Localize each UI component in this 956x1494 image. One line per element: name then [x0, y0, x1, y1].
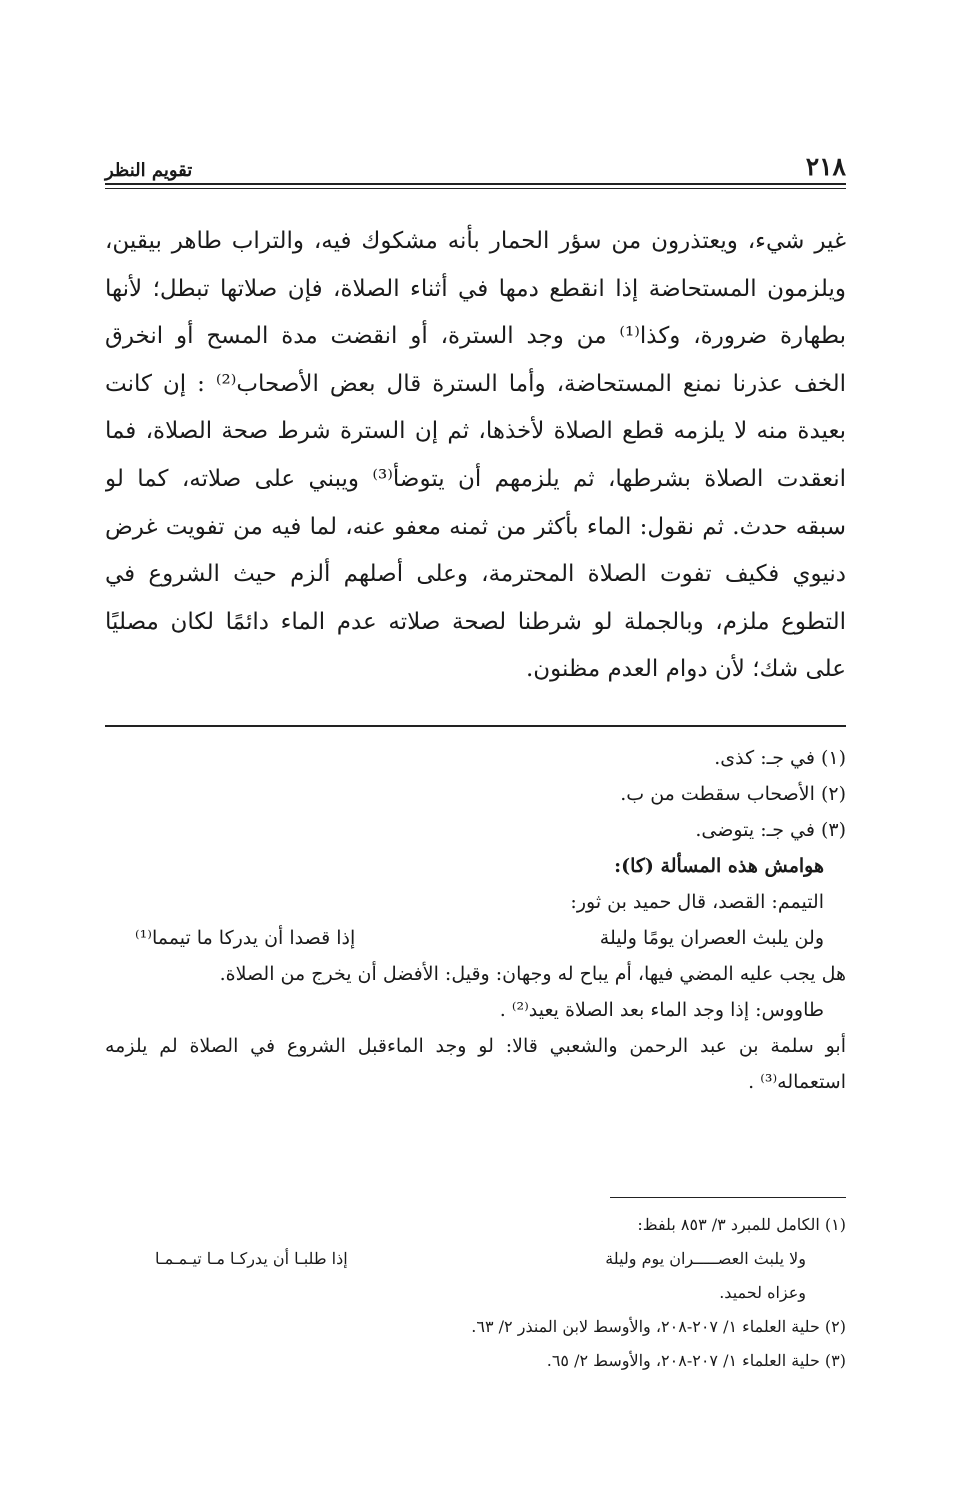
- sub-footnotes: [105, 1208, 846, 1378]
- main-text: [105, 218, 846, 694]
- verse-hemistich-left: إذا طلبـا أن يدركـا مـا تيـمـمـا: [155, 1249, 348, 1268]
- running-title: تقويم النظر: [105, 160, 193, 181]
- page-header: [105, 145, 846, 181]
- header-rule-thin: [105, 188, 846, 189]
- verse-hemistich-left: إذا قصدا أن يدركا ما تيمما⁽¹⁾: [135, 927, 356, 949]
- margin-note: التيمم: القصد، قال حميد بن ثور:: [570, 891, 824, 913]
- sub-footnote: (٣) حلية العلماء ١/ ٢٠٧-٢٠٨، والأوسط ٢/ ٦٥.: [546, 1351, 846, 1370]
- margin-note: هل يجب عليه المضي فيها، أم يباح له وجهان: وقيل: الأفضل أن يخرج من الصلاة.: [219, 963, 846, 985]
- page-number: ٢١٨: [805, 152, 846, 181]
- margin-note: أبو سلمة بن عبد الرحمن والشعبي قالا: لو وجد الماءقبل الشروع في الصلاة لم يلزمه استعماله⁽³⁾ .: [105, 1035, 846, 1093]
- sub-footnote: وعزاه لحميد.: [719, 1283, 806, 1302]
- text-line: انعقدت الصلاة بشرطها، ثم يلزمهم أن يتوضأ⁽³⁾ ويبني على صلاته، كما لو: [105, 465, 846, 492]
- verse-hemistich-right: ولن يلبث العصران يومًا وليلة: [599, 927, 824, 949]
- text-line: غير شيء، ويعتذرون من سؤر الحمار بأنه مشكوك فيه، والتراب طاهر بيقين،: [105, 228, 846, 254]
- header-rule: [105, 183, 846, 185]
- footnote: (٣) في جـ: يتوضى.: [695, 819, 846, 841]
- margin-notes-heading: هوامش هذه المسألة (كا):: [614, 855, 824, 877]
- text-line: على شك؛ لأن دوام العدم مظنون.: [525, 656, 846, 683]
- footnote: (٢) الأصحاب سقطت من ب.: [620, 783, 846, 805]
- text-line: بعيدة منه لا يلزمه قطع الصلاة لأخذها، ثم إن السترة شرط صحة الصلاة، فما: [105, 418, 846, 445]
- text-line: سبقه حدث. ثم نقول: الماء بأكثر من ثمنه معفو عنه، لما فيه من تفويت غرض: [105, 513, 846, 540]
- poem-verse: [105, 920, 846, 956]
- text-line: دنيوي فكيف تفوت الصلاة المحترمة، وعلى أصلهم ألزم حيث الشروع في: [105, 561, 846, 588]
- footnote-separator: [105, 725, 846, 727]
- sub-footnote: (٢) حلية العلماء ١/ ٢٠٧-٢٠٨، والأوسط لابن المنذر ٢/ ٦٣.: [471, 1317, 846, 1336]
- text-line: الخف عذرنا نمنع المستحاضة، وأما السترة قال بعض الأصحاب⁽²⁾ : إن كانت: [105, 370, 846, 397]
- poem-verse: [105, 1242, 846, 1276]
- text-line: ويلزمون المستحاضة إذا انقطع دمها في أثناء الصلاة، فإن صلاتها تبطل؛ لأنها: [105, 275, 846, 302]
- margin-note: طاووس: إذا وجد الماء بعد الصلاة يعيد⁽²⁾ .: [499, 999, 824, 1021]
- verse-hemistich-right: ولا يلبث العصـــــران يوم وليلة: [605, 1249, 806, 1268]
- footnotes: [105, 740, 846, 1100]
- footnote: (١) في جـ: كذى.: [714, 747, 846, 769]
- sub-footnote: (١) الكامل للمبرد ٣/ ٨٥٣ بلفظ:: [637, 1215, 846, 1234]
- text-line: بطهارة ضرورة، وكذا⁽¹⁾ من وجد السترة، أو انقضت مدة المسح أو انخرق: [105, 323, 846, 350]
- sub-footnote-separator: [610, 1197, 846, 1198]
- text-line: التطوع ملزم، وبالجملة لو شرطنا لصحة صلاته عدم الماء دائمًا لكان مصليًا: [105, 608, 846, 635]
